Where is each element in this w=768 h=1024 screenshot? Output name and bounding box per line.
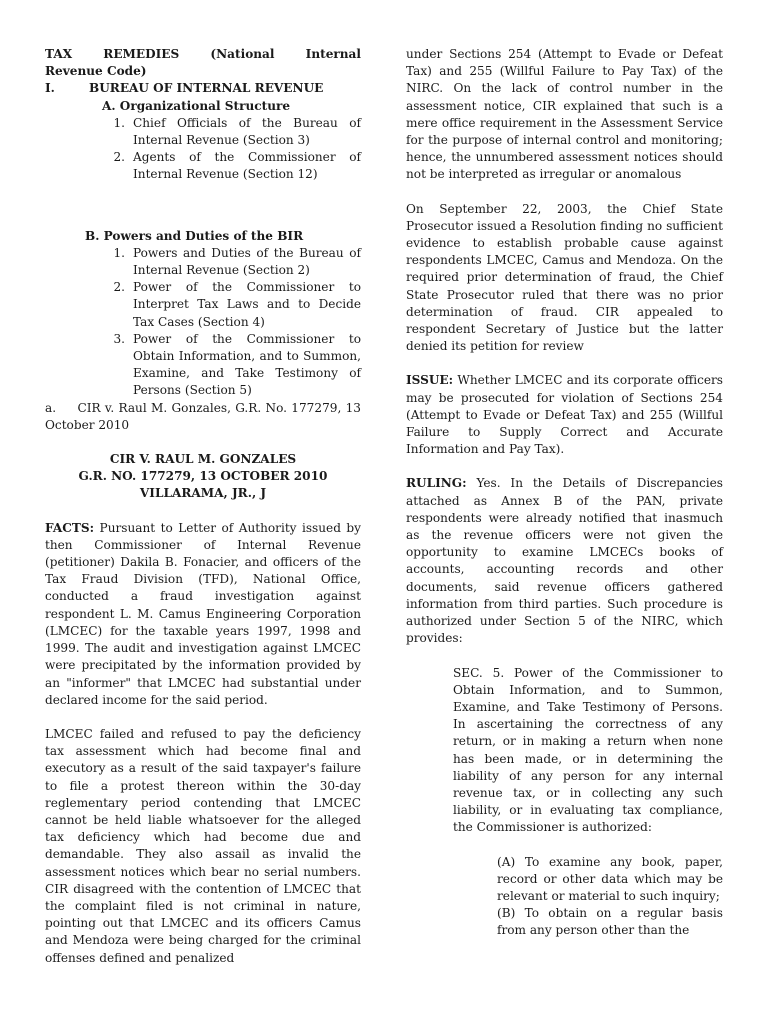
section-5-item-a: (A) To examine any book, paper, record or other data which may be relevant or material to such inquiry; [497, 854, 723, 903]
list-number: 3. [113, 331, 125, 346]
list-text: Powers and Duties of the Bureau of Internal Revenue (Section 2) [133, 245, 361, 278]
ruling-label: RULING: [406, 476, 467, 491]
list-number: 1. [113, 245, 125, 260]
section-5-item-b: (B) To obtain on a regular basis from any person other than the [497, 906, 723, 938]
continued-paragraph: under Sections 254 (Attempt to Evade or Defeat Tax) and 255 (Willful Failure to Pay Tax) of the NIRC. On the lack of control number in the assessment notice, CIR explained that such is a mere office requirement in the Assessment Service for the purpose of internal control and monitoring; hence, the unnumbered assessment notices should not be interpreted as irregular or anomalous [406, 47, 723, 182]
section-title: BUREAU OF INTERNAL REVENUE [89, 81, 324, 96]
case-title: CIR V. RAUL M. GONZALES [109, 452, 297, 467]
issue-paragraph [406, 372, 723, 458]
list-item [45, 245, 361, 279]
facts-text: Pursuant to Letter of Authority issued by then Commissioner of Internal Revenue (petitioner) Dakila B. Fonacier, and officers of the Tax Fraud Division (TFD), National Office, conducted a fraud investigation against respondent L. M. Camus Engineering Corporation (LMCEC) for the taxable years 1997, 1998 and 1999. The audit and investigation against LMCEC were precipitated by the information provided by an "informer" that LMCEC had substantial under declared income for the said period. [45, 520, 361, 707]
list-number: 1. [113, 115, 125, 130]
list-item [45, 279, 361, 331]
list-item [45, 115, 361, 149]
facts-paragraph-2: LMCEC failed and refused to pay the deficiency tax assessment which had become final and executory as a result of the said taxpayer's failure to file a protest thereon within the 30-day reglementary period contending that LMCEC cannot be held liable whatsoever for the alleged tax deficiency which had become due and demandable. They also assail as invalid the assessment notices which bear no serial numbers. CIR disagreed with the contention of LMCEC that the complaint filed is not criminal in nature, pointing out that LMCEC and its officers Camus and Mendoza were being charged for the criminal offenses defined and penalized [45, 726, 361, 965]
subheading-a: A. Organizational Structure [102, 98, 291, 113]
right-column [406, 46, 723, 940]
issue-label: ISSUE: [406, 373, 454, 388]
left-column [45, 46, 365, 967]
subheading-b: B. Powers and Duties of the BIR [85, 228, 304, 243]
issue-text: Whether LMCEC and its corporate officers may be prosecuted for violation of Sections 254 (Attempt to Evade or Defeat Tax) and 255 (Willful Failure to Supply Correct and Accurate Information and Pay Tax). [406, 373, 723, 457]
section-heading [45, 80, 361, 97]
list-text: Agents of the Commissioner of Internal Revenue (Section 12) [133, 150, 361, 182]
list-text: Power of the Commissioner to Interpret Tax Laws and to Decide Tax Cases (Section 4) [133, 280, 361, 329]
title-word: Internal [305, 47, 361, 61]
title-word: REMEDIES [103, 47, 180, 61]
list-text: Chief Officials of the Bureau of Internal Revenue (Section 3) [133, 115, 361, 148]
title-word: TAX [45, 47, 73, 61]
section-number: I. [45, 81, 55, 96]
ruling-paragraph [406, 475, 723, 647]
prosecutor-paragraph: On September 22, 2003, the Chief State Prosecutor issued a Resolution finding no sufficient evidence to establish probable cause against respondents LMCEC, Camus and Mendoza. On the required prior determination of fraud, the Chief State Prosecutor ruled that there was no prior determination of fraud. CIR appealed to respondent Secretary of Justice but the latter denied its petition for review [406, 201, 723, 354]
document-title-line2: Revenue Code) [45, 64, 147, 79]
list-item [45, 331, 361, 400]
ruling-text: Yes. In the Details of Discrepancies attached as Annex B of the PAN, private respondents were already notified that inasmuch as the revenue officers were not given the opportunity to examine LMCECs books of accounts, accounting records and other documents, said revenue officers gathered information from third parties. Such procedure is authorized under Section 5 of the NIRC, which provides: [406, 476, 723, 646]
facts-paragraph [45, 520, 361, 709]
case-gr-number: G.R. NO. 177279, 13 OCTOBER 2010 [78, 469, 328, 484]
list-item [45, 149, 361, 183]
list-text: Power of the Commissioner to Obtain Information, and to Summon, Examine, and Take Testimony of Persons (Section 5) [133, 331, 361, 398]
case-reference: a. CIR v. Raul M. Gonzales, G.R. No. 177279, 13 October 2010 [45, 400, 365, 432]
facts-label: FACTS: [45, 520, 95, 535]
case-ponente: VILLARAMA, JR., J [139, 486, 267, 501]
title-word: (National [210, 47, 275, 61]
list-number: 2. [113, 280, 125, 295]
section-5-quote: SEC. 5. Power of the Commissioner to Obtain Information, and to Summon, Examine, and Take Testimony of Persons. In ascertaining the correctness of any return, or in making a return when none has been made, or in determining the liability of any person for any internal revenue tax, or in collecting any such liability, or in evaluating tax compliance, the Commissioner is authorized: [453, 665, 723, 835]
document-title [45, 46, 361, 63]
list-number: 2. [113, 150, 125, 165]
